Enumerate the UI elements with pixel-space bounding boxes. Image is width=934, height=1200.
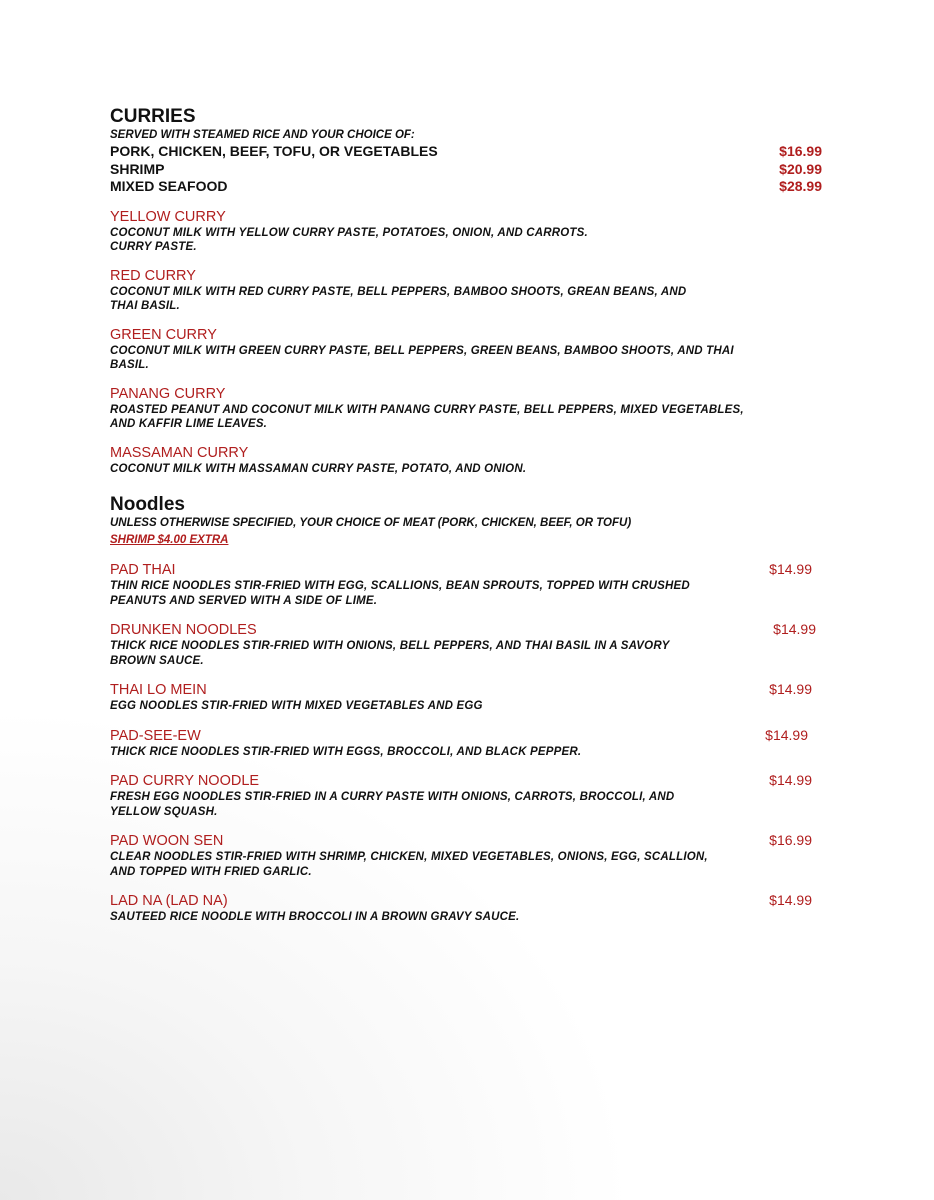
menu-item-head (110, 832, 812, 849)
menu-item-head (110, 892, 812, 909)
price-option-price: $16.99 (779, 143, 822, 159)
shrimp-extra-note: SHRIMP $4.00 EXTRA (110, 534, 229, 546)
menu-item-name: YELLOW CURRY (110, 208, 226, 225)
menu-item-desc: COCONUT MILK WITH RED CURRY PASTE, BELL PEPPERS, BAMBOO SHOOTS, GREAN BEANS, AND THAI BASIL. (110, 285, 687, 312)
menu-item (110, 561, 822, 608)
menu-item-head (110, 621, 816, 638)
menu-item-name: LAD NA (LAD NA) (110, 893, 228, 909)
menu-item-desc: COCONUT MILK WITH GREEN CURRY PASTE, BELL PEPPERS, GREEN BEANS, BAMBOO SHOOTS, AND THAI BASIL. (110, 344, 734, 371)
menu-item-desc: CLEAR NOODLES STIR-FRIED WITH SHRIMP, CHICKEN, MIXED VEGETABLES, ONIONS, EGG, SCALLION, AND TOPPED WITH FRIED GARLIC. (110, 851, 708, 878)
menu-item (110, 386, 822, 432)
menu-item-name: GREEN CURRY (110, 326, 217, 343)
noodle-list (110, 561, 822, 925)
price-option-row (110, 143, 822, 161)
menu-item (110, 892, 822, 925)
price-option-row (110, 161, 822, 179)
menu-item-price: $14.99 (769, 892, 812, 908)
menu-item-name: THAI LO MEIN (110, 682, 207, 698)
menu-page (110, 106, 822, 925)
menu-item (110, 772, 822, 819)
menu-item-desc: COCONUT MILK WITH MASSAMAN CURRY PASTE, POTATO, AND ONION. (110, 462, 527, 475)
menu-item-price: $14.99 (769, 772, 812, 788)
curries-subtitle: SERVED WITH STEAMED RICE AND YOUR CHOICE OF: (110, 129, 415, 141)
menu-item-price: $14.99 (773, 621, 816, 637)
menu-item (110, 621, 822, 668)
noodles-section (110, 494, 822, 925)
menu-item (110, 445, 822, 477)
menu-item-desc: THICK RICE NOODLES STIR-FRIED WITH EGGS, BROCCOLI, AND BLACK PEPPER. (110, 745, 582, 758)
price-option-label: MIXED SEAFOOD (110, 178, 228, 194)
curries-price-options (110, 143, 822, 196)
price-option-price: $20.99 (779, 160, 822, 177)
menu-item-desc: COCONUT MILK WITH YELLOW CURRY PASTE, POTATOES, ONION, AND CARROTS. CURRY PASTE. (110, 226, 588, 253)
noodles-heading: Noodles (110, 494, 185, 515)
price-option-price: $28.99 (779, 178, 822, 194)
menu-item-head (110, 772, 812, 789)
menu-item-name: PAD WOON SEN (110, 833, 224, 849)
price-option-label: SHRIMP (110, 160, 165, 177)
menu-item-head (110, 681, 812, 698)
menu-item (110, 832, 822, 879)
menu-item-price: $14.99 (769, 681, 812, 697)
menu-item (110, 327, 822, 373)
menu-item-name: PANANG CURRY (110, 385, 226, 402)
noodles-subtitle: UNLESS OTHERWISE SPECIFIED, YOUR CHOICE OF MEAT (PORK, CHICKEN, BEEF, OR TOFU) (110, 517, 632, 529)
curry-list (110, 209, 822, 477)
menu-item (110, 727, 822, 760)
menu-item (110, 209, 822, 255)
menu-item-desc: EGG NOODLES STIR-FRIED WITH MIXED VEGETABLES AND EGG (110, 700, 483, 712)
menu-item-name: PAD CURRY NOODLE (110, 773, 260, 789)
menu-item-name: DRUNKEN NOODLES (110, 622, 257, 638)
menu-item-desc: THICK RICE NOODLES STIR-FRIED WITH ONIONS, BELL PEPPERS, AND THAI BASIL IN A SAVORY BROWN SAUCE. (110, 640, 670, 667)
menu-item (110, 681, 822, 714)
menu-item-name: MASSAMAN CURRY (110, 444, 249, 461)
menu-item-price: $14.99 (769, 561, 812, 577)
menu-item-desc: SAUTEED RICE NOODLE WITH BROCCOLI IN A BROWN GRAVY SAUCE. (110, 911, 520, 923)
menu-item-price: $14.99 (765, 726, 808, 743)
menu-item-desc: ROASTED PEANUT AND COCONUT MILK WITH PANANG CURRY PASTE, BELL PEPPERS, MIXED VEGETABLES, AND KAFFIR LIME LEAVES. (110, 403, 744, 430)
curries-section (110, 106, 822, 476)
menu-item-name: PAD-SEE-EW (110, 727, 201, 744)
menu-item-desc: THIN RICE NOODLES STIR-FRIED WITH EGG, SCALLIONS, BEAN SPROUTS, TOPPED WITH CRUSHED PEANUTS AND SERVED WITH A SIDE OF LIME. (110, 580, 690, 607)
menu-item (110, 268, 822, 314)
menu-item-desc: FRESH EGG NOODLES STIR-FRIED IN A CURRY PASTE WITH ONIONS, CARROTS, BROCCOLI, AND YELLOW SQUASH. (110, 791, 675, 818)
price-option-row (110, 178, 822, 196)
menu-item-head (110, 727, 808, 744)
price-option-label: PORK, CHICKEN, BEEF, TOFU, OR VEGETABLES (110, 143, 438, 159)
menu-item-price: $16.99 (769, 832, 812, 848)
menu-item-name: PAD THAI (110, 562, 176, 578)
menu-item-name: RED CURRY (110, 267, 196, 284)
menu-item-head (110, 561, 812, 578)
curries-heading: CURRIES (110, 106, 196, 127)
